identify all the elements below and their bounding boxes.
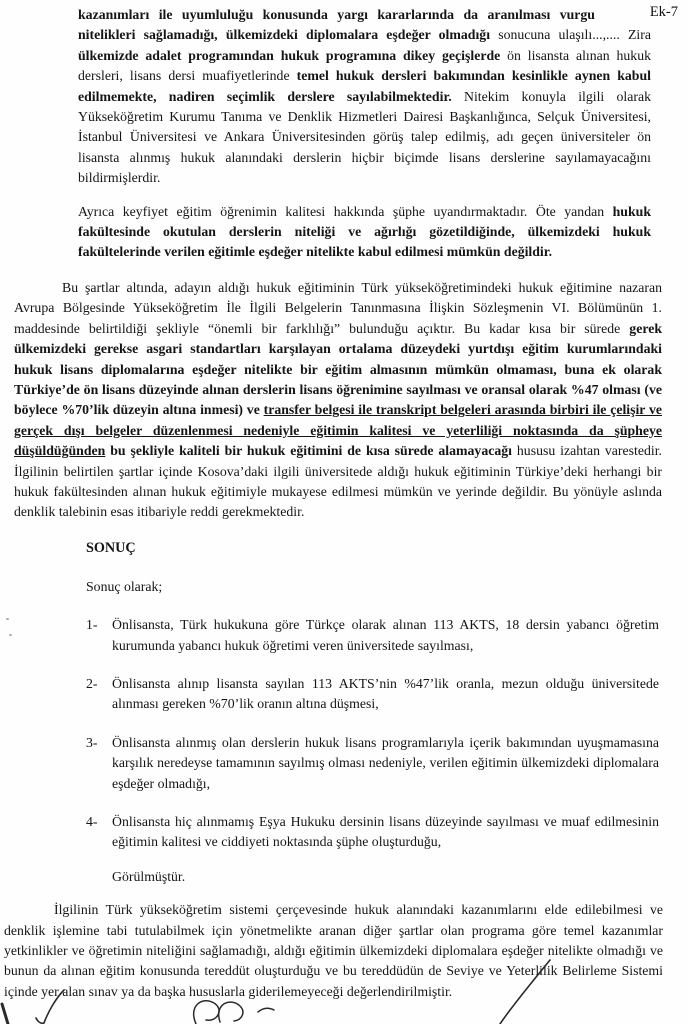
- paragraph-bu-sartlar: [14, 278, 662, 523]
- annex-label: Ek-7: [649, 4, 678, 20]
- text-run: Bu şartlar altında, adayın aldığı hukuk eğitiminin Türk yükseköğretimindeki hukuk eğitimine nazaran Avrupa Bölgesinde Yükseköğretim İle İlgili Belgelerin Tanınmasına İlişkin Sözleşmenin VI. Bölümünün 1. maddesinde belirtildiği şekliyle “önemli bir farklılığı” bulunduğu açıktır. Bu kadar kısa bir sürede: [14, 279, 662, 336]
- list-number: 2-: [86, 675, 98, 691]
- list-item-2: [86, 674, 659, 715]
- text-run: hukuk fakültesinde okutulan derslerin niteliği ve ağırlığı gözetildiğinde, ülkemizdeki hukuk fakültelerinde verilen eğitimle eşdeğer nitelikte kabul edilmesi mümkün değildir.: [78, 203, 651, 260]
- text-run: ülkemizde adalet programından hukuk programına dikey geçişlerde: [78, 47, 501, 63]
- pen-stroke-dash: [258, 1008, 274, 1012]
- list-number: 3-: [86, 734, 98, 750]
- closing-line: Görülmüştür.: [112, 868, 186, 884]
- text-run: kazanımları ile uyumluluğu konusunda yargı kararlarında da aranılması vurgu nitelikleri sağlamadığı, ülkemizdeki diplomalara eşdeğer olmadığı: [78, 7, 595, 43]
- text-run: Ayrıca keyfiyet eğitim öğrenimin kalitesi hakkında şüphe uyandırmaktadır. Öte yandan: [78, 203, 613, 219]
- list-item-text: Önlisansta, Türk hukukuna göre Türkçe olarak alınan 113 AKTS, 18 dersin yabancı öğretim kurumunda yabancı hukuk öğretimi veren üniversitede sayılması,: [112, 617, 659, 653]
- text-run: gerek ülkemizdeki gerekse asgari standartları karşılayan ortalama düzeydeki yurtdışı eğitim kurumlarındaki hukuk lisans diplomalarına eşdeğer nitelikte bir eğitim almasının mümkün olmaması, buna ek olarak Türkiye’de ön lisans düzeyinde alınan derslerin lisans öğrenimine sayılması ve oransal olarak %47 olması (ve böylece %70’lik düzeyin altına inmesi) ve: [14, 320, 662, 418]
- text-run: temel hukuk dersleri bakımından kesinlikle aynen kabul edilmemekte, nadiren seçimlik derslere sayılabilmektedir.: [78, 68, 651, 104]
- text-run: hususu izahtan varestedir. İlgilinin belirtilen şartlar içinde Kosova’daki ilgili üniversitede aldığı hukuk eğitiminin Türkiye’deki herhangi bir hukuk fakültesinden alınan hukuk eğitimiyle mukayese edilmesi mümkün ve yerinde değildir. Bu yönüyle aslında denklik talebinin esas itibariyle reddi gerekmektedir.: [14, 443, 662, 520]
- text-run: İlgilinin Türk yükseköğretim sistemi çerçevesinde hukuk alanındaki kazanımlarını elde edilebilmesi ve denklik işlemine tabi tutulabilmek için yönetmelikte aranan diğer şartlar olan programa göre temel kazanımlar yetkinlikler ve öğretimin niteliğini sağlamadığı, aldığı eğitimin ülkemizdeki diplomalara eşdeğer nitelikte olmadığı ve bunun da alınan eğitim konusunda tereddüt oluşturduğu ve bu tereddüdün de Seviye ve Yeterlilik Belirleme Sistemi içinde yer alan sınav ya da başka hususlarla giderilemeyeceği değerlendirilmiştir.: [4, 902, 663, 999]
- paragraph-continuation: [78, 5, 651, 189]
- paragraph-keyfiyet: [78, 202, 651, 263]
- paragraph-final-assessment: [4, 900, 663, 1002]
- annex-spacer: [595, 5, 651, 19]
- list-item-text: Önlisansta hiç alınmamış Eşya Hukuku dersinin lisans düzeyinde sayılması ve muaf edilmesinin eğitimin kalitesi ve ciddiyeti noktasında şüphe oluşturduğu,: [112, 814, 659, 850]
- scan-speck: [6, 618, 9, 620]
- list-number: 4-: [86, 814, 98, 829]
- pen-stroke-loop-scribble: [219, 1002, 243, 1022]
- list-item-1: [86, 615, 659, 656]
- list-item-3: [86, 733, 659, 794]
- list-item-text: Önlisansta alınmış olan derslerin hukuk lisans programlarıyla içerik bakımından uyuşmamasına karşılık neredeyse tamamının sayılmış olması nedeniyle, verilen eğitimin ülkemizdeki diplomalara eşdeğer olmadığı,: [112, 734, 659, 791]
- sonuc-intro: Sonuç olarak;: [86, 578, 163, 594]
- section-heading-sonuc: SONUÇ: [86, 539, 136, 556]
- pen-stroke-loop-scribble: [194, 1001, 219, 1024]
- pen-stroke-left-edge: [2, 1004, 8, 1024]
- text-run: bu şekliyle kaliteli bir hukuk eğitimini de kısa sürede alamayacağı: [105, 443, 512, 459]
- text-run: transfer belgesi ile transkript belgeleri arasında birbiri ile çelişir ve gerçek dışı belgeler düzenlenmesi nedeniyle eğitimin kalitesi ve yeterliliği noktasında da şüpheye düşüldüğünden: [14, 402, 662, 459]
- text-run: ön lisansta alınan hukuk dersleri, lisans dersi muafiyetlerinde: [78, 47, 651, 84]
- list-item-text: Önlisansta alınıp lisansta sayılan 113 AKTS’nin %47’lik oranla, mezun olduğu üniversitede alınması gereken %70’lik oranın altına düşmesi,: [112, 675, 659, 712]
- scan-speck: [9, 634, 12, 636]
- list-item-4: [86, 812, 659, 853]
- list-number: 1-: [86, 617, 98, 633]
- text-run: sonucuna ulaşılı...,.... Zira: [490, 27, 651, 43]
- text-run: Nitekim konuyla ilgili olarak Yükseköğretim Kurumu Tanıma ve Denklik Hizmetleri Dairesi Başkanlığınca, Selçuk Üniversitesi, İstanbul Üniversitesi ve Ankara Üniversitesinden görüş talep edilmiş, adı geçen üniversiteler ön lisansta alınmış hukuk alanındaki derslerin hiçbir biçimde lisans derslerine sayılamayacağını bildirmişlerdir.: [78, 88, 651, 186]
